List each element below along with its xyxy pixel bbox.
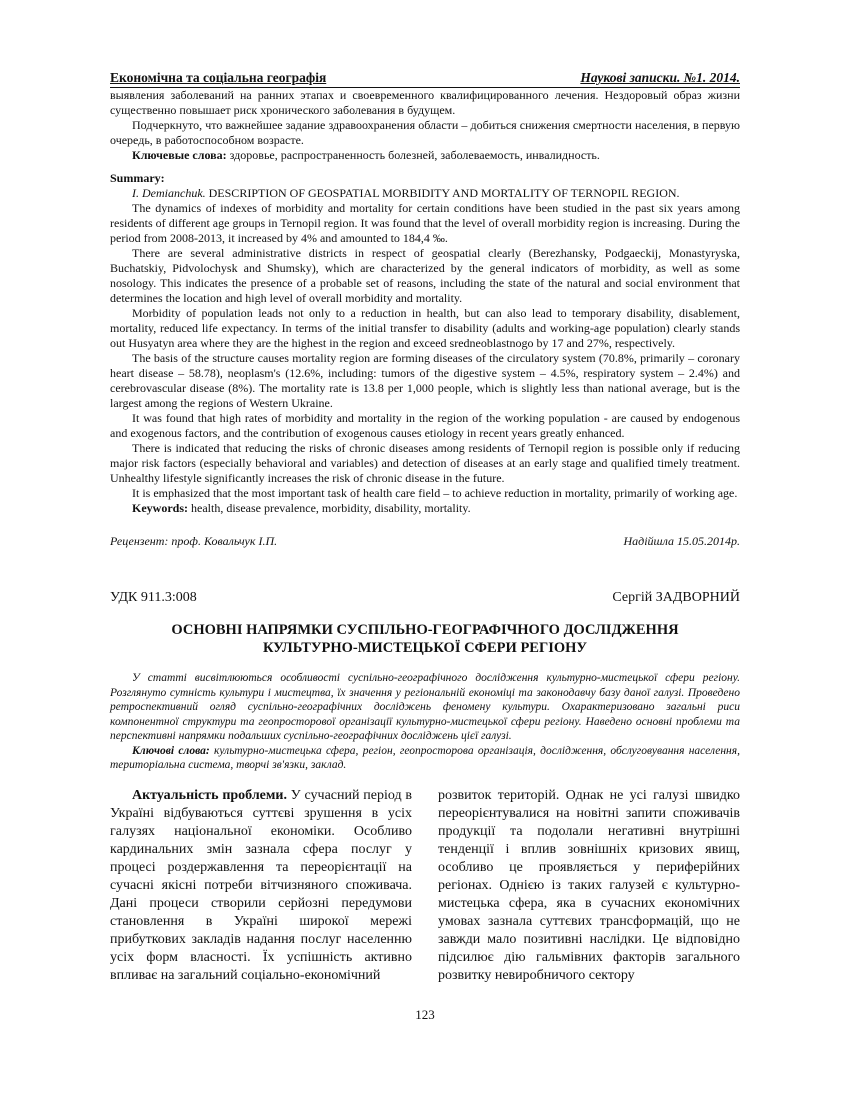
udk-code: УДК 911.3:008: [110, 590, 197, 605]
abstract-keywords-label: Ключові слова:: [132, 744, 210, 757]
summary-title: Summary:: [110, 171, 165, 185]
abstract-keywords-text: культурно-мистецька сфера, регіон, геопросторова організація, дослідження, обслуговування населення, територіальна система, творчі зв'язки, заклад.: [110, 744, 740, 771]
body-paragraph: розвиток територій. Однак не усі галузі швидко переорієнтувалися на новітні запити споживачів продукції та подолали негативні внутрішні тенденції і вплив зовнішніх кризових явищ, особливо це проявляється у периферійних регіонах. Однією із таких галузей є культурно-мистецька сфера, яка в сучасних економічних умовах зазнала суттєвих трансформацій, що не завжди мало позитивні наслідки. Це відповідно підсилює дію гальмівних факторів загального розвитку невиробничого сектору: [438, 787, 740, 983]
summary-paragraph: Morbidity of population leads not only to a reduction in health, but can also lead to temporary disability, disablement, mortality, reduced life expectancy. In terms of the initial transfer to disability (adults and working-age population) clearly stands out Husyatyn area where they are the highest in the region and exceed sredneoblastnogo by 17 and 27%, respectively.: [110, 306, 740, 350]
summary-keywords: [110, 501, 740, 516]
summary-paragraph: The dynamics of indexes of morbidity and mortality for certain conditions have been studied in the past six years among residents of different age groups in Ternopil region. It was found that the level of overall morbidity region is increasing. During the period from 2008-2013, it increased by 4% and amounted to 184,4 ‰.: [110, 201, 740, 245]
article-meta: [110, 589, 740, 607]
ru-keywords-text: здоровье, распространенность болезней, заболеваемость, инвалидность.: [226, 148, 600, 162]
article-abstract: [110, 671, 740, 773]
body-paragraph: [110, 787, 412, 985]
article-title-line: КУЛЬТУРНО-МИСТЕЦЬКОЇ СФЕРИ РЕГІОНУ: [262, 640, 588, 656]
page-content: [110, 70, 740, 985]
body-columns: [110, 787, 740, 985]
summary-keywords-text: health, disease prevalence, morbidity, disability, mortality.: [188, 501, 471, 515]
body-column-right: [438, 787, 740, 985]
article-title-line: ОСНОВНІ НАПРЯМКИ СУСПІЛЬНО-ГЕОГРАФІЧНОГО ДОСЛІДЖЕННЯ: [171, 622, 679, 638]
english-summary: [110, 171, 740, 516]
journal-section: Економічна та соціальна географія: [110, 70, 327, 85]
body-column-left: [110, 787, 412, 985]
summary-paragraph: It is emphasized that the most important task of health care field – to achieve reduction in mortality, primarily of working age.: [132, 486, 738, 500]
article-title: [110, 621, 740, 657]
summary-paragraph: There are several administrative districts in respect of geospatial clearly (Berezhansky, Podgaeckij, Monastyryska, Buchatskiy, Pidvolochysk and Shumsky), which are characterized by the general indicators of morbidity, as well as some nosology. This indicates the presence of a probable set of reasons, including the state of the natural and social environment that determines the location and high level of overall morbidity and mortality.: [110, 246, 740, 305]
summary-article-title: DESCRIPTION OF GEOSPATIAL MORBIDITY AND MORTALITY OF TERNOPIL REGION.: [205, 186, 680, 200]
summary-paragraph: The basis of the structure causes mortality region are forming diseases of the circulatory system (70.8%, primarily – coronary heart disease – 58.78), neoplasm's (12.6%, including: tumors of the digestive system – 4.5%, respiratory system – 2.4%) and cerebrovascular disease (8%). The mortality rate is 13.8 per 1,000 people, which is slightly less than national average, but is the largest among the regions of Western Ukraine.: [110, 351, 740, 410]
ru-paragraph: выявления заболеваний на ранних этапах и своевременного квалифицированного лечения. Нездоровый образ жизни существенно повышает риск хронического заболевания в будущем.: [110, 88, 740, 117]
received-date: Надійшла 15.05.2014р.: [623, 534, 740, 548]
journal-issue: Наукові записки. №1. 2014.: [580, 70, 740, 85]
review-info: [110, 534, 740, 549]
ru-paragraph: Подчеркнуто, что важнейшее задание здравоохранения области – добиться снижения смертности населения, в первую очередь, в работоспособном возрасте.: [110, 118, 740, 147]
ru-keywords-label: Ключевые слова:: [132, 148, 227, 162]
section-lead: Актуальність проблеми.: [132, 787, 287, 803]
abstract-text: У статті висвітлюються особливості суспільно-географічного дослідження культурно-мистецької сфери регіону. Розглянуто сутність культури і мистецтва, їх значення у регіональній економіці та законодавчу базу даної галузі. Проведено ретроспективний огляд суспільно-географічних досліджень феномену культури. Охарактеризовано загальні риси компонентної структури та геопросторової організації культурно-мистецької сфери регіону. Наведено основні проблеми та перспективні напрямки подальших суспільно-географічних досліджень цієї галузі.: [110, 672, 740, 742]
abstract-keywords: [110, 744, 740, 773]
article-author: Сергій ЗАДВОРНИЙ: [612, 590, 740, 605]
summary-keywords-label: Keywords:: [132, 501, 188, 515]
reviewer: Рецензент: проф. Ковальчук І.П.: [110, 534, 278, 548]
ru-keywords: [110, 148, 740, 163]
russian-abstract-fragment: [110, 88, 740, 163]
summary-heading: [110, 186, 740, 201]
page-number: 123: [415, 1007, 435, 1022]
summary-paragraph: It was found that high rates of morbidity and mortality in the region of the working population - are caused by endogenous and exogenous factors, and the contribution of exogenous causes etiology in recent years greatly enhanced.: [110, 411, 740, 440]
body-text: У сучасний період в Україні відбуваються суттєві зрушення в усіх галузях національної економіки. Особливо кардинальних змін зазнала сфера послуг у процесі роздержавлення та переорієнтації на сучасні якісні потреби вітчизняного споживача. Дані процеси створили серйозні передумови становлення в Україні широкої мережі прибуткових закладів надання послуг населенню усіх форм власності. Їх успішність активно впливає на загальний соціально-економічний: [110, 787, 412, 983]
running-header: [110, 70, 740, 88]
summary-paragraph: There is indicated that reducing the risks of chronic diseases among residents of Ternopil region is possible only if reducing major risk factors (especially behavioral and variables) and detection of diseases at an early stage and qualified timely treatment. Unhealthy lifestyle significantly increases the risk of chronic disease in the future.: [110, 441, 740, 485]
summary-author: I. Demianchuk.: [132, 186, 206, 200]
